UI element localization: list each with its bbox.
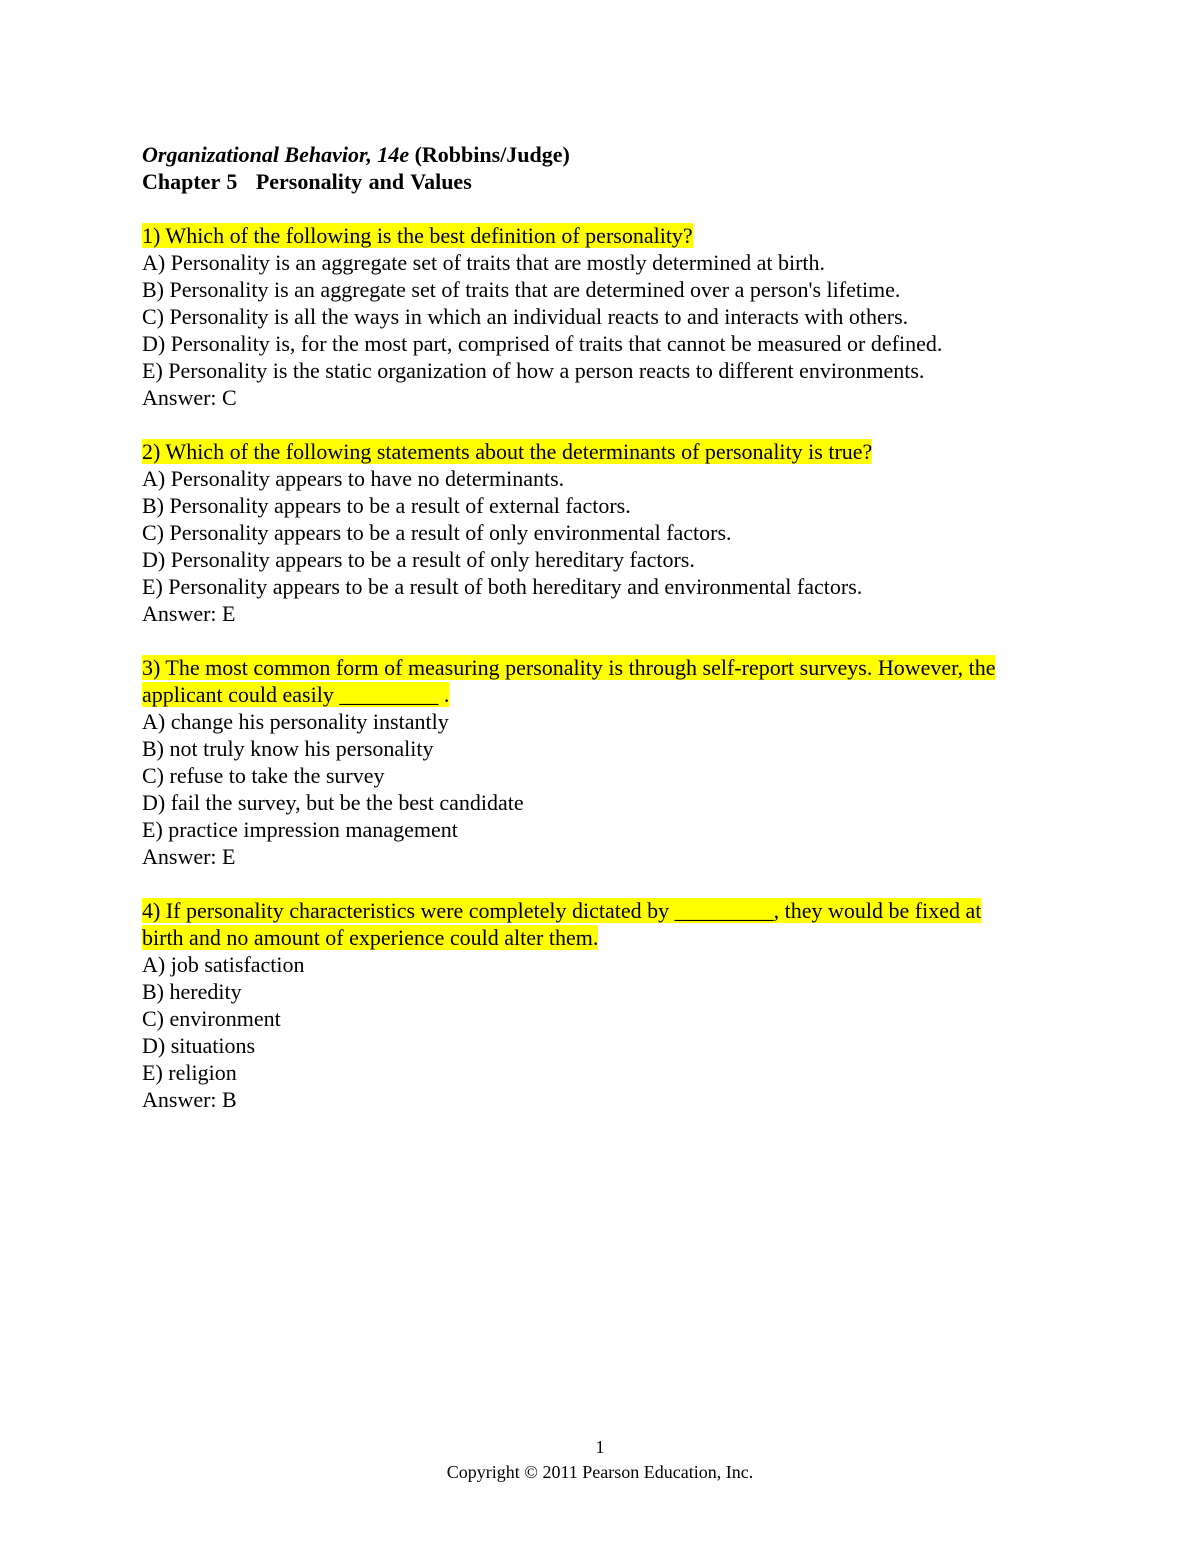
option-c: C) refuse to take the survey: [142, 763, 385, 788]
option-d: D) Personality is, for the most part, comprised of traits that cannot be measured or defined.: [142, 331, 943, 356]
document-page: [142, 141, 1082, 1113]
question-stem: [142, 924, 1082, 951]
question-4-stem-line-2: birth and no amount of experience could alter them.: [142, 925, 599, 950]
option-c: C) Personality is all the ways in which an individual reacts to and interacts with others.: [142, 304, 909, 329]
option-c: C) environment: [142, 1006, 281, 1031]
option-e: E) practice impression management: [142, 817, 458, 842]
question-4-stem-line-1: 4) If personality characteristics were completely dictated by _________, they would be fixed at: [142, 898, 982, 923]
option-d: D) situations: [142, 1033, 256, 1058]
option-d: D) fail the survey, but be the best candidate: [142, 790, 524, 815]
question-3-stem-line-1: 3) The most common form of measuring personality is through self-report surveys. However, the: [142, 655, 996, 680]
question-3: [142, 654, 1082, 870]
question-stem: [142, 654, 1082, 681]
answer-line: Answer: B: [142, 1087, 237, 1112]
option-a: A) job satisfaction: [142, 952, 305, 977]
option-b: B) Personality appears to be a result of external factors.: [142, 493, 631, 518]
page-number: 1: [595, 1437, 605, 1457]
chapter-label: Chapter 5: [142, 169, 238, 194]
book-title-line: [142, 141, 1082, 168]
chapter-title: Personality and Values: [255, 169, 472, 194]
option-b: B) heredity: [142, 979, 242, 1004]
answer-line: Answer: E: [142, 844, 236, 869]
option-b: B) Personality is an aggregate set of traits that are determined over a person's lifetime.: [142, 277, 901, 302]
option-e: E) Personality is the static organization of how a person reacts to different environments.: [142, 358, 925, 383]
chapter-heading: [142, 168, 1082, 195]
option-d: D) Personality appears to be a result of only hereditary factors.: [142, 547, 695, 572]
question-stem: [142, 897, 1082, 924]
question-4: [142, 897, 1082, 1113]
book-authors: (Robbins/Judge): [414, 142, 570, 167]
option-a: A) Personality is an aggregate set of traits that are mostly determined at birth.: [142, 250, 826, 275]
question-2: [142, 438, 1082, 627]
question-stem: [142, 222, 1082, 249]
option-b: B) not truly know his personality: [142, 736, 434, 761]
option-e: E) religion: [142, 1060, 237, 1085]
answer-line: Answer: C: [142, 385, 237, 410]
option-e: E) Personality appears to be a result of both hereditary and environmental factors.: [142, 574, 863, 599]
copyright-notice: Copyright © 2011 Pearson Education, Inc.: [446, 1462, 754, 1482]
option-a: A) change his personality instantly: [142, 709, 449, 734]
question-2-stem: 2) Which of the following statements about the determinants of personality is true?: [142, 439, 873, 464]
answer-line: Answer: E: [142, 601, 236, 626]
question-1: [142, 222, 1082, 411]
question-1-stem: 1) Which of the following is the best definition of personality?: [142, 223, 693, 248]
question-3-stem-line-2: applicant could easily _________ .: [142, 682, 450, 707]
option-c: C) Personality appears to be a result of only environmental factors.: [142, 520, 732, 545]
option-a: A) Personality appears to have no determinants.: [142, 466, 565, 491]
question-stem: [142, 438, 1082, 465]
question-stem: [142, 681, 1082, 708]
book-title: Organizational Behavior, 14e: [142, 142, 410, 167]
